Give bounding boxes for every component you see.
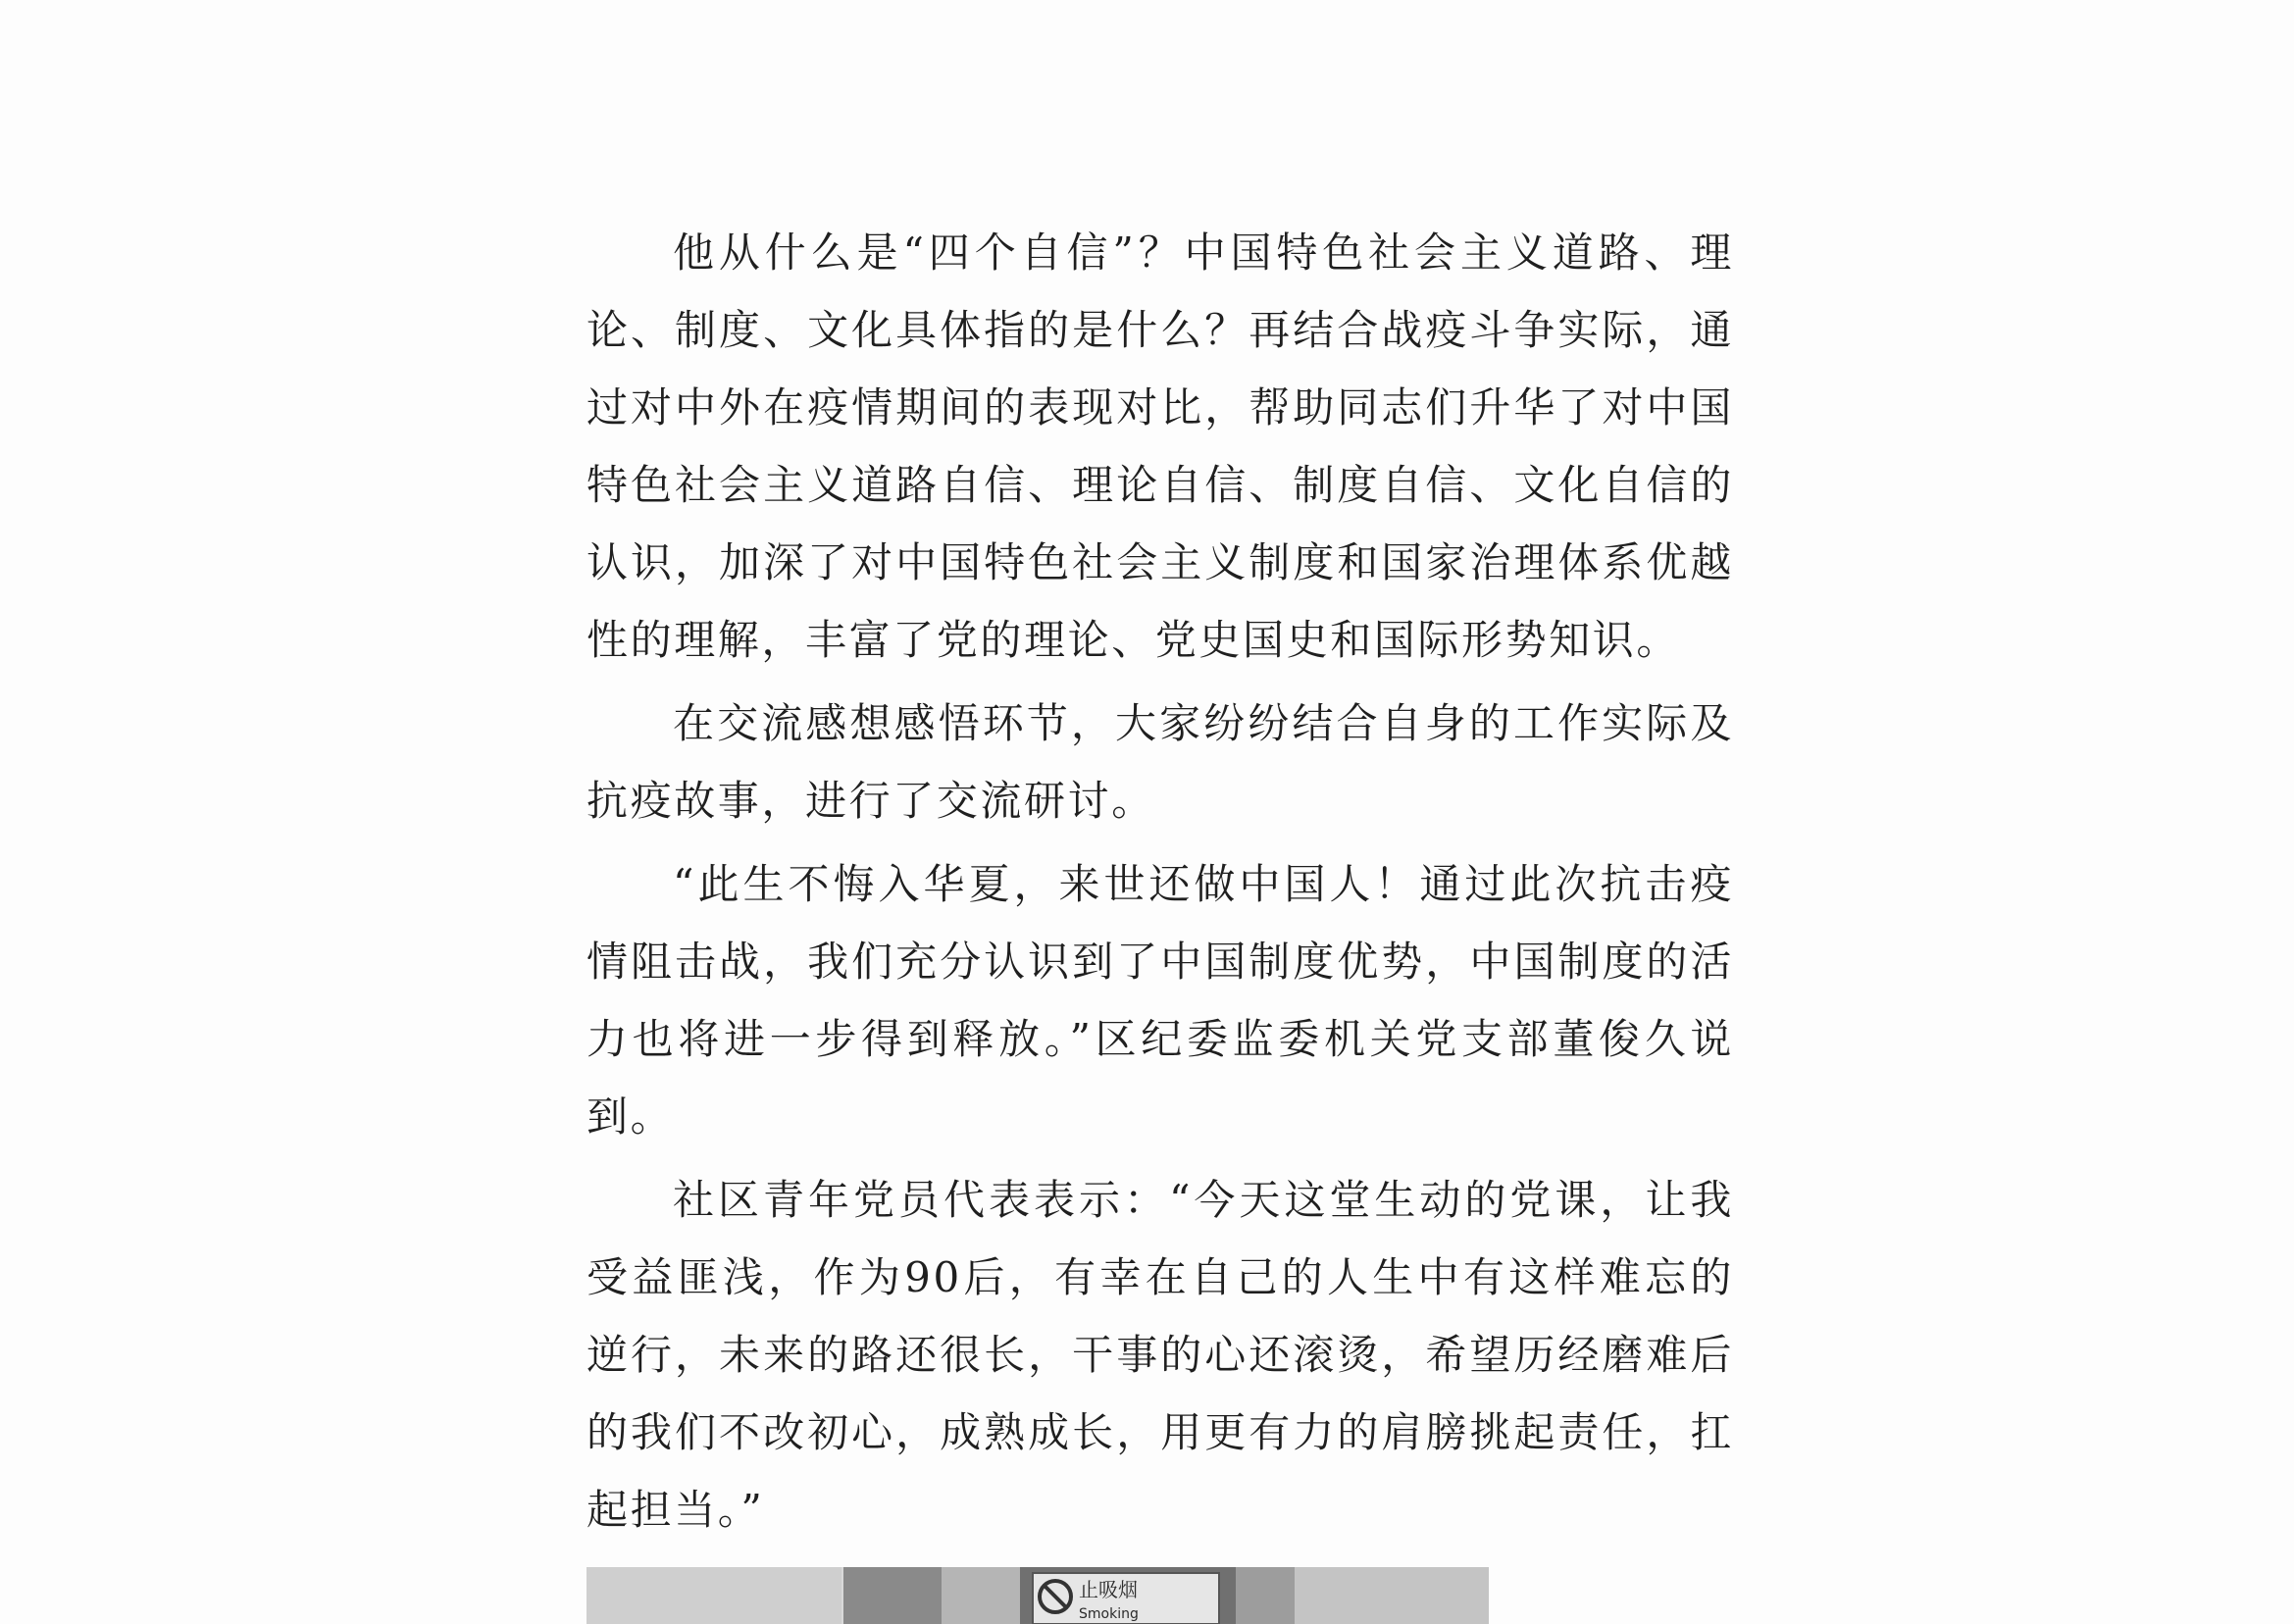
paragraph-four-confidences: 他从什么是“四个自信”？中国特色社会主义道路、理论、制度、文化具体指的是什么？再结合战疫斗争实际，通过对中外在疫情期间的表现对比，帮助同志们升华了对中国特色社会主义道路自信、理论自信、制度自信、文化自信的认识，加深了对中国特色社会主义制度和国家治理体系优越性的理解，丰富了党的理论、党史国史和国际形势知识。 bbox=[586, 228, 1734, 664]
paragraph-exchange-session: 在交流感想感悟环节，大家纷纷结合自身的工作实际及抗疫故事，进行了交流研讨。 bbox=[586, 699, 1734, 825]
sign-text-bottom: Smoking bbox=[1079, 1606, 1139, 1622]
paragraph-quote-discipline-committee: “此生不悔入华夏，来世还做中国人！通过此次抗击疫情阻击战，我们充分认识到了中国制度优势，中国制度的活力也将进一步得到释放。”区纪委监委机关党支部董俊久说到。 bbox=[586, 860, 1734, 1141]
sign-text-top: 止吸烟 bbox=[1079, 1578, 1138, 1601]
event-photo bbox=[586, 1567, 1489, 1624]
article-body bbox=[586, 214, 1734, 1548]
paragraph-quote-youth-member: 社区青年党员代表表示：“今天这堂生动的党课，让我受益匪浅，作为90后，有幸在自己的人生中有这样难忘的逆行，未来的路还很长，干事的心还滚烫，希望历经磨难后的我们不改初心，成熟成长，用更有力的肩膀挑起责任，扛起担当。” bbox=[586, 1176, 1734, 1534]
